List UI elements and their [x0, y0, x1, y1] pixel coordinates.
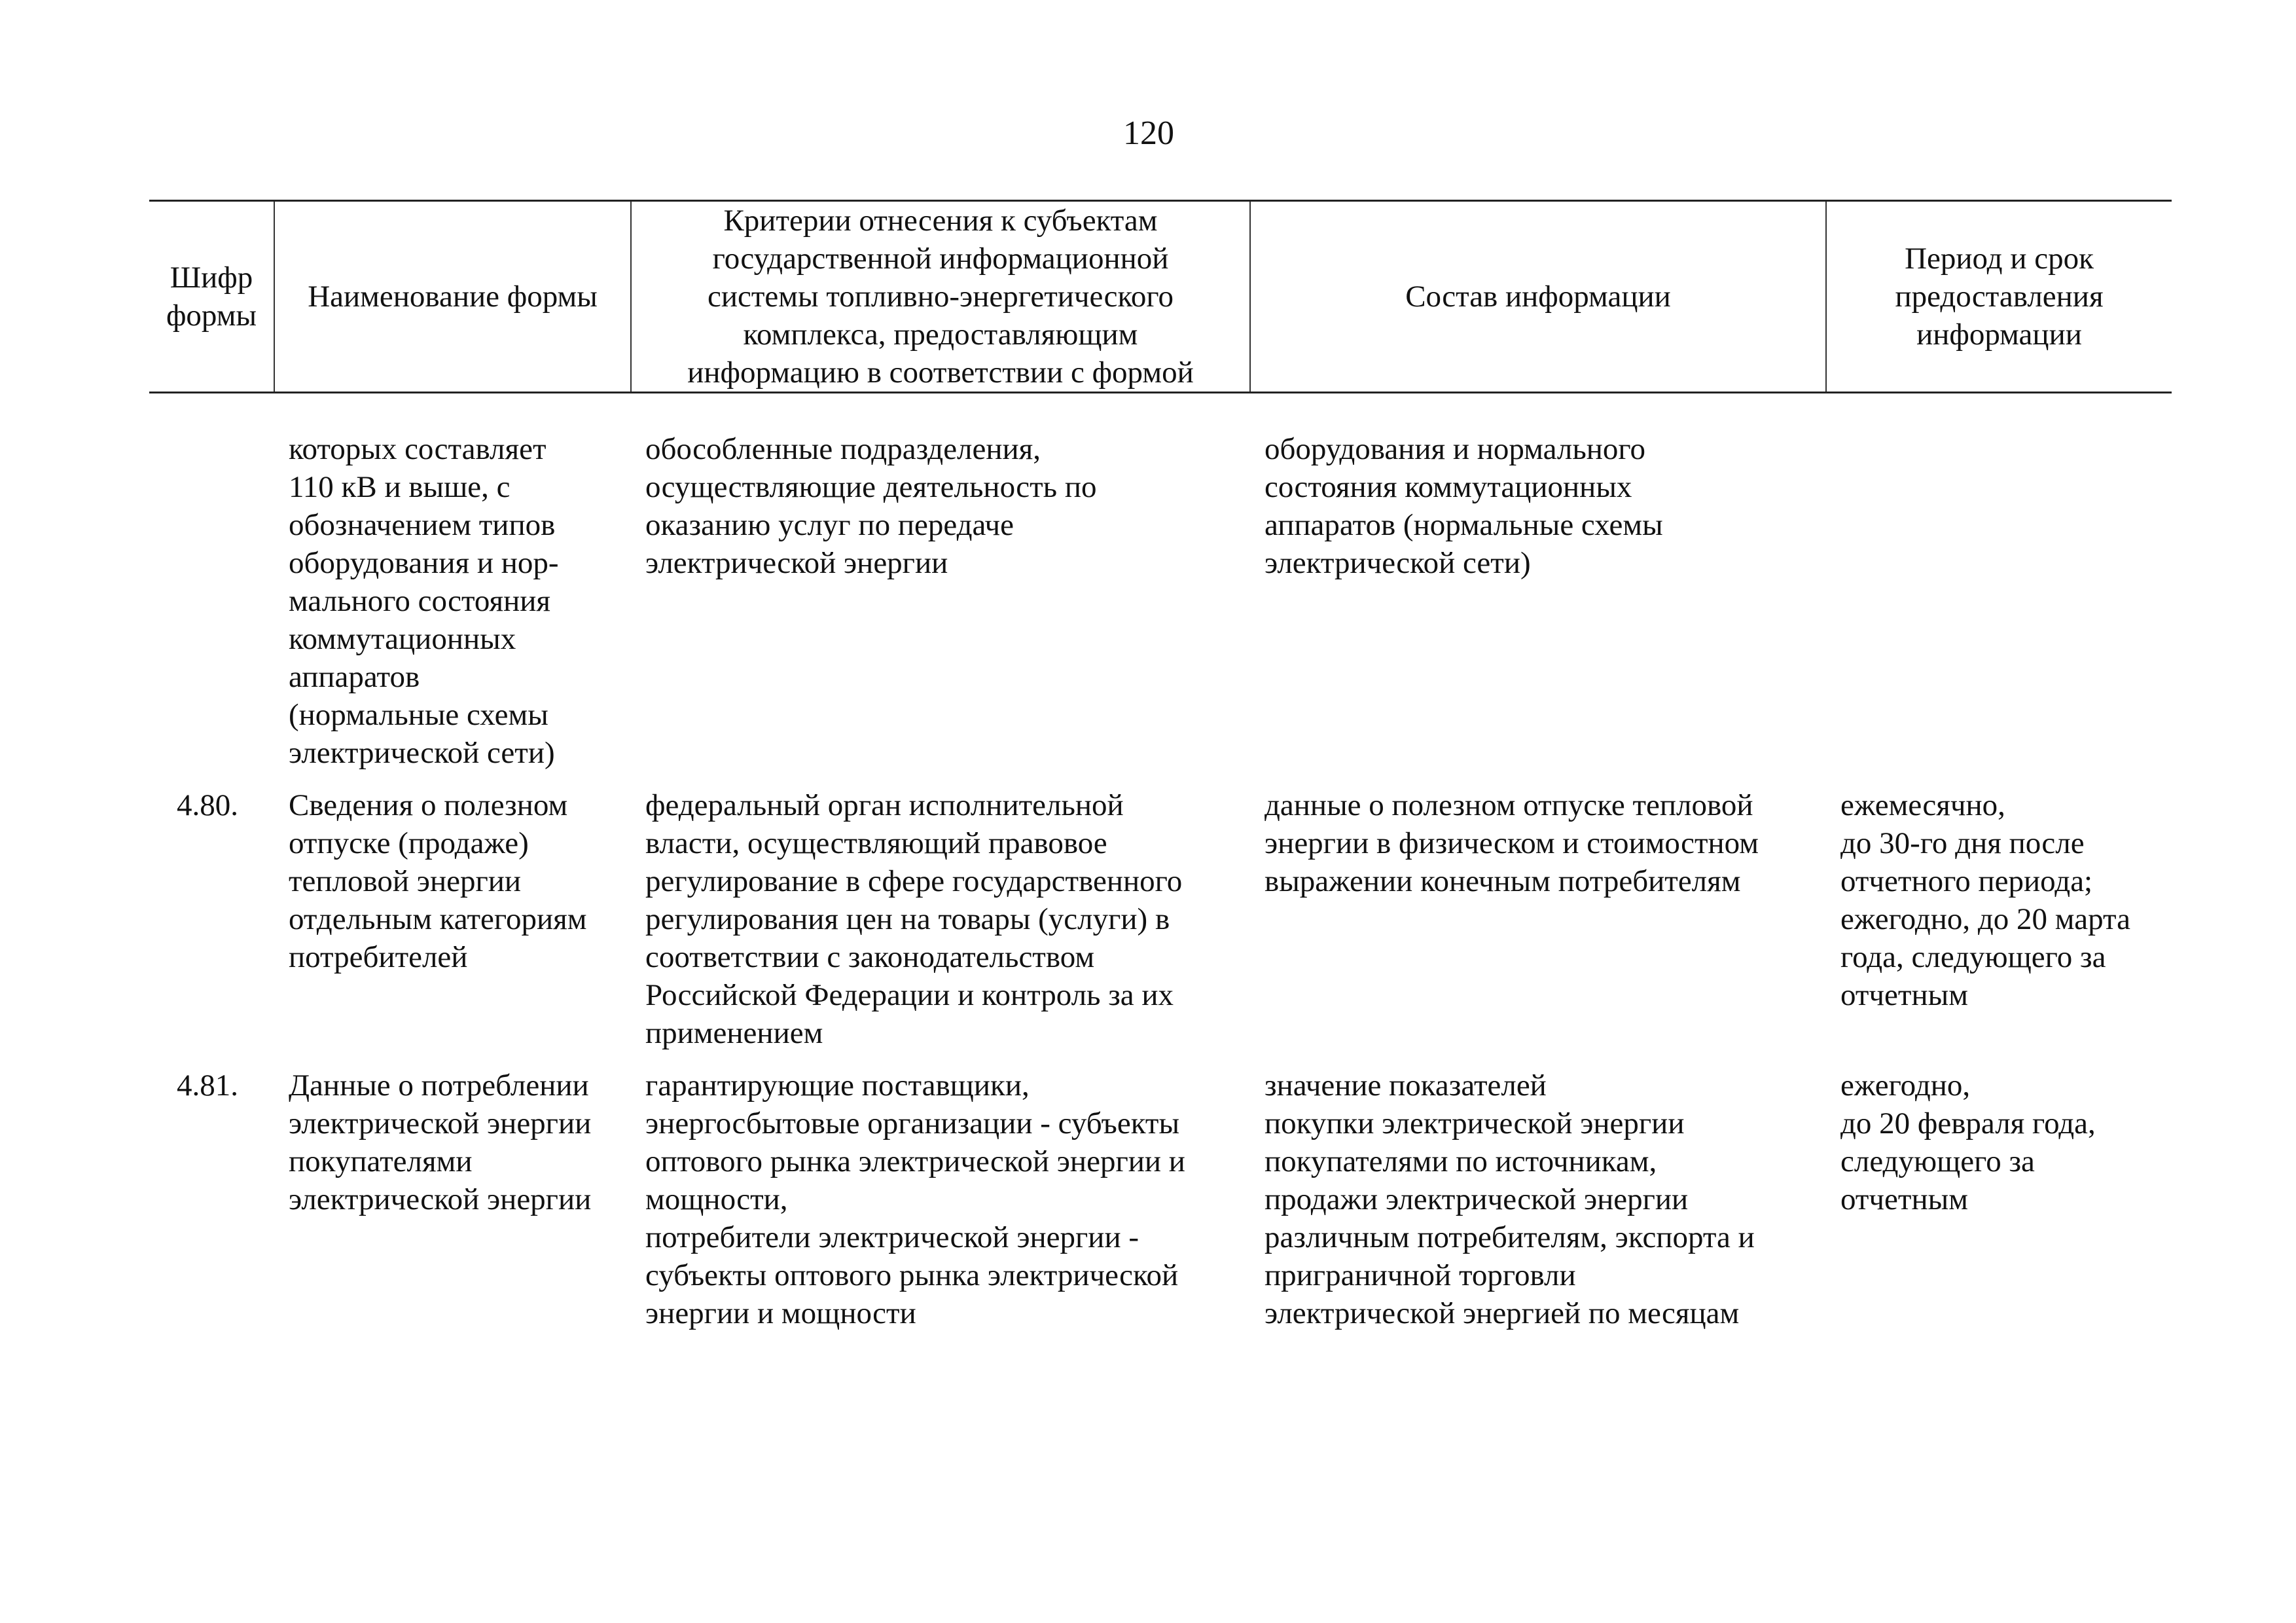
- header-criteria: Критерии отнесения к субъектам государственной информационной системы топливно-энергетического комплекса, предоставляющим информацию в соответствии с формой: [631, 201, 1250, 393]
- row-form-code: 4.81.: [177, 1068, 238, 1103]
- row-criteria: обособленные подразделения, осуществляющие деятельность по оказанию услуг по передаче электрической энергии: [645, 432, 1097, 580]
- forms-table: [149, 200, 2172, 1332]
- header-form-name: Наименование формы: [274, 201, 631, 393]
- row-information-content: оборудования и нормального состояния коммутационных аппаратов (нормальные схемы электрической сети): [1265, 432, 1663, 580]
- header-period: Период и срок предоставления информации: [1826, 201, 2172, 393]
- table-body: [149, 393, 2172, 1333]
- header-row: [149, 201, 2172, 393]
- header-information-content: Состав информации: [1250, 201, 1826, 393]
- row-period: ежегодно, до 20 февраля года, следующего за отчетным: [1840, 1068, 2096, 1216]
- row-information-content: значение показателей покупки электрической энергии покупателями по источникам, продажи электрической энергии различным потребителям, экспорта и приграничной торговли электрической энергией по месяцам: [1265, 1068, 1755, 1330]
- table-row: [149, 393, 2172, 787]
- row-period: ежемесячно, до 30-го дня после отчетного периода; ежегодно, до 20 марта года, следующего за отчетным: [1840, 788, 2130, 1012]
- row-form-name: Сведения о полезном отпуске (продаже) тепловой энергии отдельным категориям потребителей: [289, 788, 587, 974]
- row-information-content: данные о полезном отпуске тепловой энергии в физическом и стоимостном выражении конечным потребителям: [1265, 788, 1759, 898]
- row-criteria: федеральный орган исполнительной власти, осуществляющий правовое регулирование в сфере государственного регулирования цен на товары (услуги) в соответствии с законодательством Российской Федерации и контроль за их применением: [645, 788, 1183, 1050]
- row-form-name: которых составляет 110 кВ и выше, с обозначением типов оборудования и нор- мального состояния коммутационных аппаратов (нормальные схемы электрической сети): [289, 432, 559, 770]
- table-row: [149, 786, 2172, 1067]
- table-header: [149, 201, 2172, 393]
- page-number: 120: [1123, 115, 1174, 152]
- row-period: [1826, 393, 2172, 787]
- header-form-code: Шифр формы: [149, 201, 274, 393]
- row-form-code: [149, 393, 274, 787]
- row-form-name: Данные о потреблении электрической энергии покупателями электрической энергии: [289, 1068, 592, 1216]
- row-criteria: гарантирующие поставщики, энергосбытовые организации - субъекты оптового рынка электрической энергии и мощности, потребители электрической энергии - субъекты оптового рынка электрической энергии и мощности: [645, 1068, 1185, 1330]
- table-row: [149, 1067, 2172, 1332]
- row-form-code: 4.80.: [177, 788, 238, 822]
